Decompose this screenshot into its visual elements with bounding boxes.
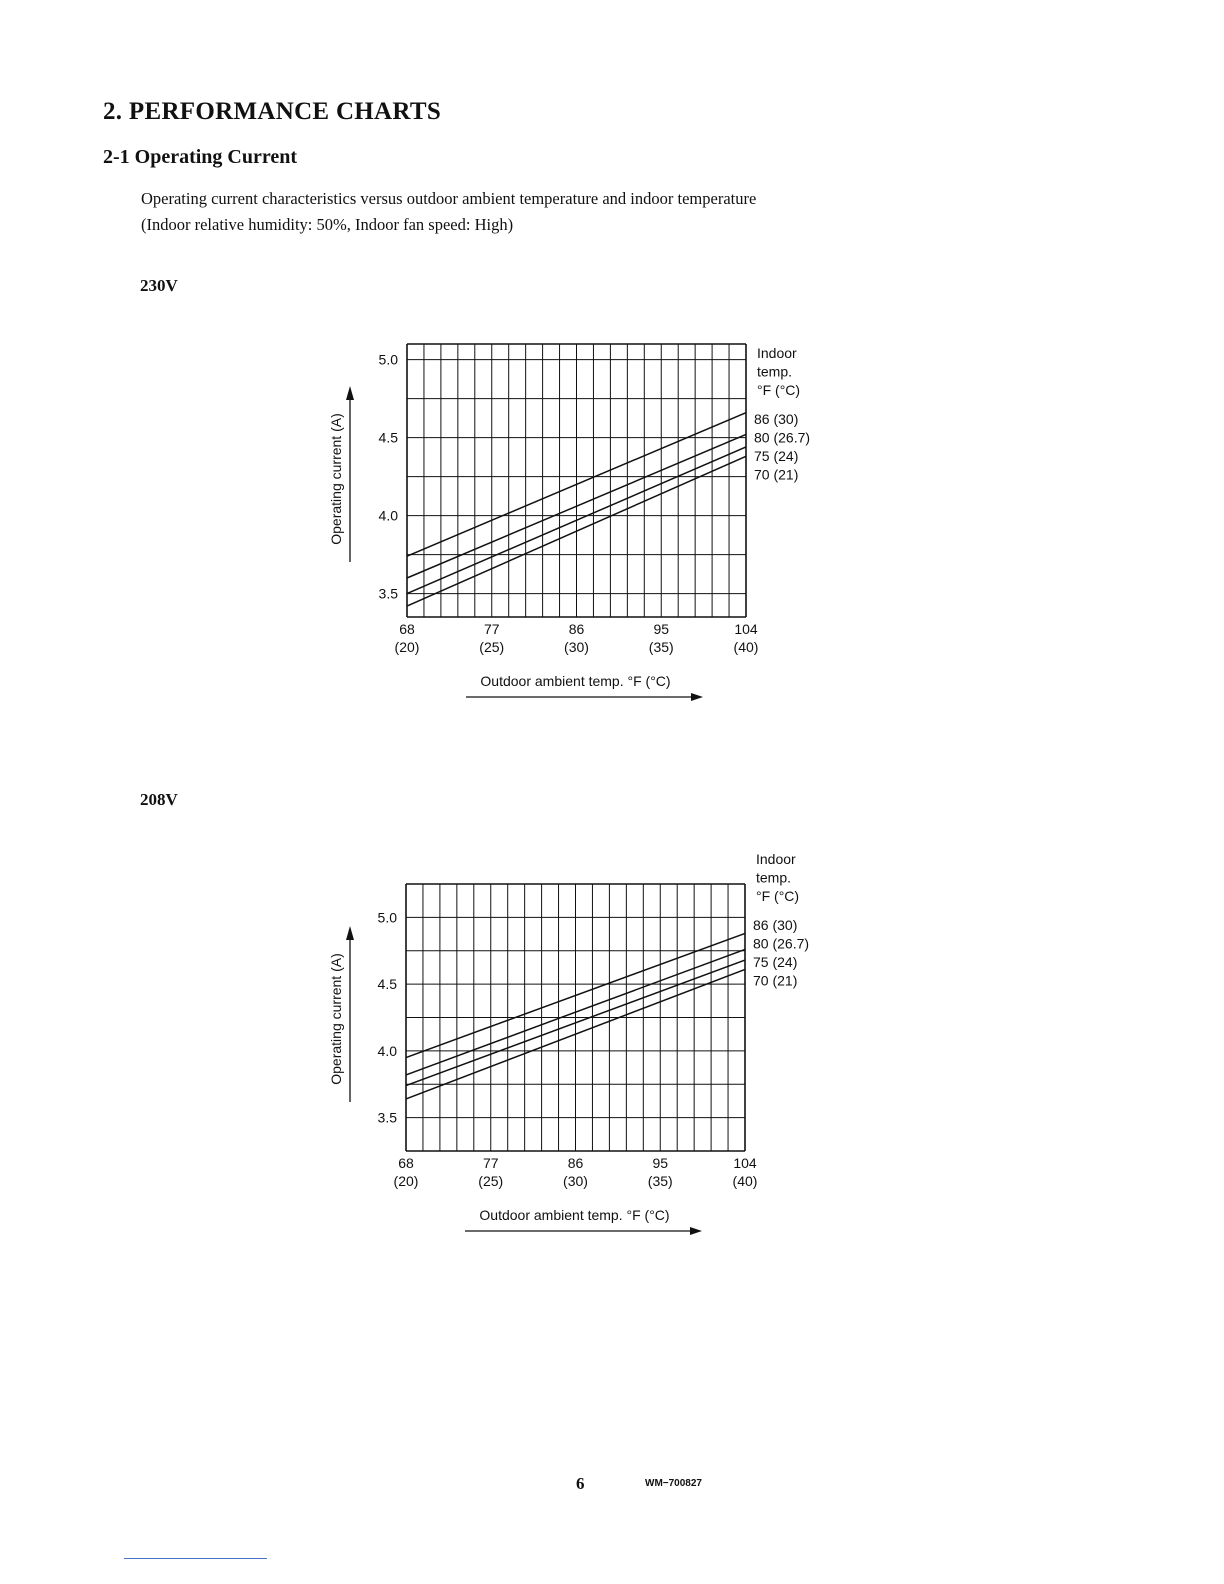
series-label: 75 (24) (753, 954, 798, 970)
x-tick-sublabel: (40) (732, 1173, 758, 1189)
y-axis-label: Operating current (A) (328, 953, 344, 1085)
page-number: 6 (576, 1474, 585, 1493)
series-label: 80 (26.7) (753, 935, 810, 952)
y-tick-label: 4.0 (377, 1042, 397, 1059)
y-axis-arrow-head (346, 386, 354, 400)
y-tick-label: 3.5 (378, 585, 398, 602)
y-tick-label: 4.5 (377, 976, 397, 993)
legend-title-line: Indoor (757, 345, 797, 361)
y-tick-label: 3.5 (377, 1109, 397, 1126)
x-tick-label: 68 (399, 621, 415, 637)
x-tick-label: 77 (482, 1155, 499, 1171)
x-tick-sublabel: (25) (478, 1173, 504, 1189)
x-tick-label: 95 (653, 621, 670, 637)
chart-title-208v: 208V (140, 790, 178, 809)
y-tick-label: 4.0 (378, 507, 398, 524)
x-tick-sublabel: (25) (479, 639, 505, 655)
x-tick-label: 86 (567, 1155, 584, 1171)
x-tick-sublabel: (35) (647, 1173, 673, 1189)
x-tick-sublabel: (30) (564, 639, 589, 655)
series-label: 75 (24) (754, 448, 799, 464)
legend-title-line: Indoor (756, 851, 796, 867)
chart-230v (0, 300, 1224, 720)
bottom-rule (124, 1558, 267, 1559)
x-tick-sublabel: (30) (563, 1173, 588, 1189)
x-tick-label: 68 (398, 1155, 414, 1171)
y-tick-label: 5.0 (378, 351, 398, 368)
series-label: 86 (30) (754, 411, 799, 427)
x-tick-label: 104 (734, 621, 758, 637)
x-axis-arrow-head (691, 693, 703, 701)
description-line-1: Operating current characteristics versus outdoor ambient temperature and indoor temperature (141, 189, 757, 208)
x-axis-label: Outdoor ambient temp. °F (°C) (480, 673, 671, 689)
series-label: 86 (30) (753, 917, 798, 933)
x-tick-label: 86 (568, 621, 585, 637)
x-tick-label: 77 (483, 621, 500, 637)
series-label: 70 (21) (754, 466, 799, 483)
chart-description (141, 186, 756, 238)
y-tick-label: 5.0 (377, 909, 397, 926)
y-tick-label: 4.5 (378, 429, 398, 446)
legend-title-line: °F (°C) (756, 888, 800, 904)
x-axis-arrow-head (690, 1227, 702, 1235)
x-tick-sublabel: (40) (733, 639, 759, 655)
series-label: 80 (26.7) (754, 429, 811, 446)
chart-208v (0, 840, 1224, 1260)
x-tick-label: 95 (652, 1155, 669, 1171)
x-tick-sublabel: (35) (648, 639, 674, 655)
section-heading: 2. PERFORMANCE CHARTS (103, 98, 442, 125)
chart-title-230v: 230V (140, 276, 178, 295)
legend-title-line: temp. (757, 363, 793, 380)
x-axis-label: Outdoor ambient temp. °F (°C) (479, 1207, 670, 1223)
series-label: 70 (21) (753, 972, 798, 989)
x-tick-sublabel: (20) (393, 1173, 419, 1189)
legend-title-line: temp. (756, 869, 792, 886)
y-axis-arrow-head (346, 926, 354, 940)
subsection-heading: 2-1 Operating Current (103, 146, 298, 168)
y-axis-label: Operating current (A) (328, 413, 344, 545)
x-tick-sublabel: (20) (394, 639, 420, 655)
legend-title-line: °F (°C) (757, 382, 801, 398)
document-code: WM−700827 (645, 1478, 702, 1489)
x-tick-label: 104 (733, 1155, 757, 1171)
description-line-2: (Indoor relative humidity: 50%, Indoor fan speed: High) (141, 215, 514, 234)
